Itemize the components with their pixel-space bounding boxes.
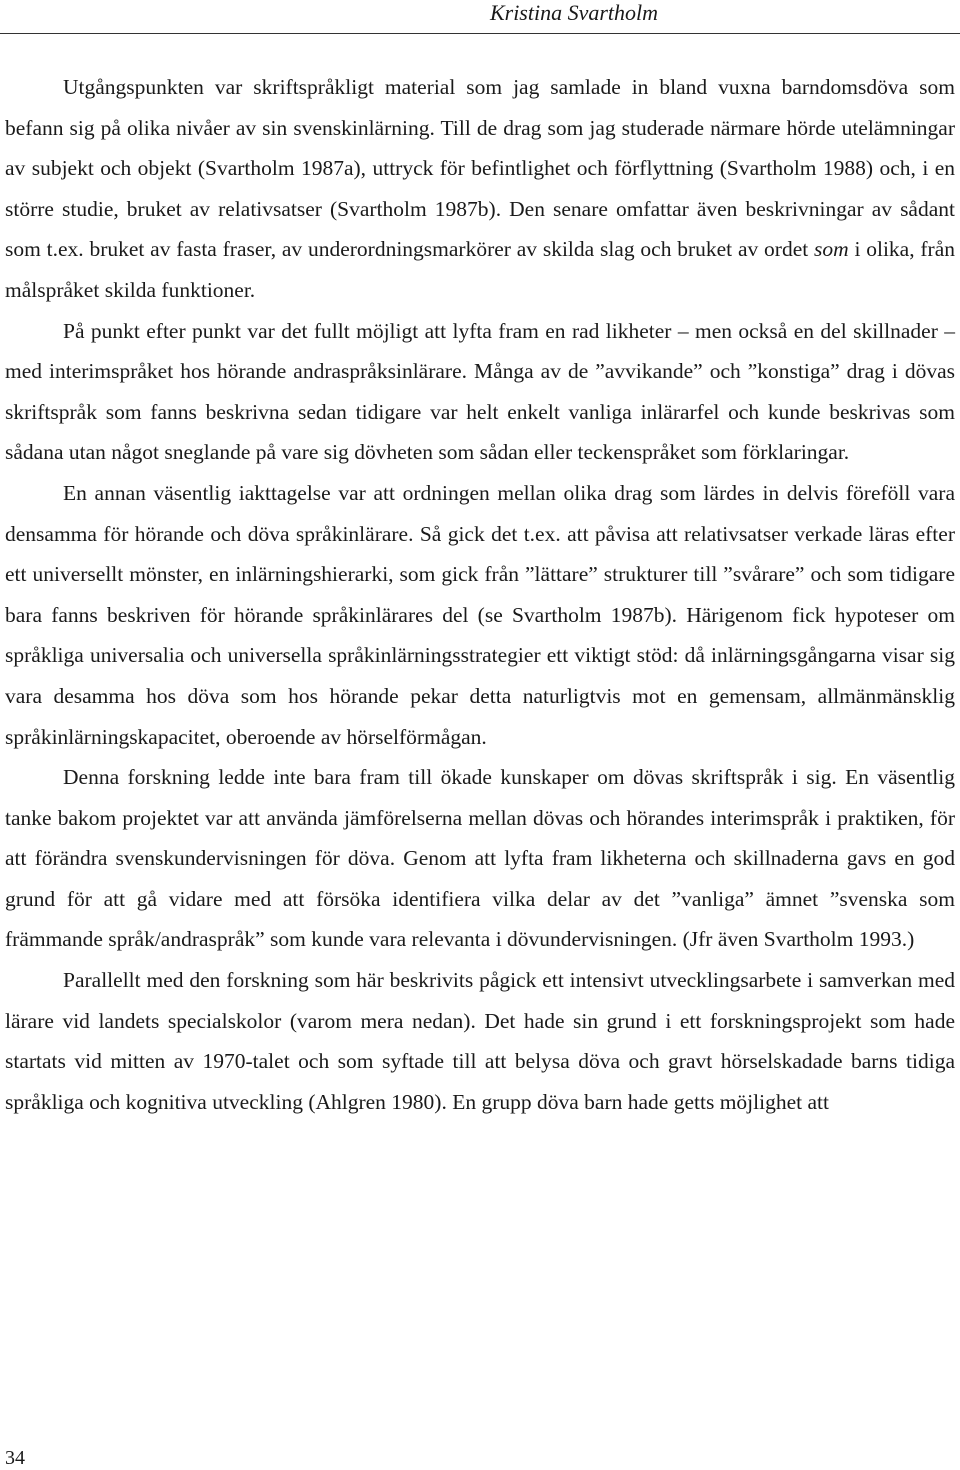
paragraph-4: Denna forskning ledde inte bara fram till ökade kunskaper om dövas skriftspråk i sig. En väsentlig tanke bakom projektet var att använda jämförelserna mellan dövas och hörandes interimspråk i praktiken, för att förändra svenskundervisningen för döva. Genom att lyfta fram likheterna och skillnaderna gavs en god grund för att gå vidare med att försöka identifiera vilka delar av det ”vanliga” ämnet ”svenska som främmande språk/andraspråk” som kunde vara relevanta i dövundervisningen. (Jfr även Svartholm 1993.) bbox=[5, 765, 955, 952]
page-number: 34 bbox=[5, 1447, 25, 1469]
body-text bbox=[5, 67, 955, 1122]
emphasized-word-som: som bbox=[814, 237, 849, 262]
paragraph-5: Parallellt med den forskning som här beskrivits pågick ett intensivt utvecklingsarbete i samverkan med lärare vid landets specialskolor (varom mera nedan). Det hade sin grund i ett forskningsprojekt som hade startats vid mitten av 1970-talet och som syftade till att belysa döva och gravt hörselskadade barns tidiga språkliga och kognitiva utveckling (Ahlgren 1980). En grupp döva barn hade getts möjlighet att bbox=[5, 968, 955, 1114]
paragraph-1-text-start: Utgångspunkten var skriftspråkligt material som jag samlade in bland vuxna barndomsdöva som befann sig på olika nivåer av sin svenskinlärning. Till de drag som jag studerade närmare hörde utelämningar av subjekt och objekt (Svartholm 1987a), uttryck för befintlighet och förflyttning (Svartholm 1988) och, i en större studie, bruket av relativsatser (Svartholm 1987b). Den senare omfattar även beskrivningar av sådant som t.ex. bruket av fasta fraser, av underordningsmarkörer av skilda slag och bruket av ordet bbox=[5, 75, 955, 262]
paragraph-1 bbox=[5, 67, 955, 311]
running-header bbox=[0, 0, 960, 34]
paragraph-3: En annan väsentlig iakttagelse var att ordningen mellan olika drag som lärdes in delvis föreföll vara densamma för hörande och döva språkinlärare. Så gick det t.ex. att påvisa att relativsatser verkade läras efter ett universellt mönster, en inlärningshierarki, som gick från ”lättare” strukturer till ”svårare” och som tidigare bara fanns beskriven för hörande språkinlärares del (se Svartholm 1987b). Härigenom fick hypoteser om språkliga universalia och universella språkinlärningsstrategier ett viktigt stöd: då inlärningsgångarna visar sig vara desamma hos döva som hos hörande pekar detta naturligtvis mot en gemensam, allmänmänsklig språkinlärningskapacitet, oberoende av hörselförmågan. bbox=[5, 480, 955, 749]
paragraph-1-text-end: i olika, från målspråket skilda funktioner. bbox=[5, 237, 956, 302]
running-header-author: Kristina Svartholm bbox=[489, 0, 659, 25]
paragraph-2: På punkt efter punkt var det fullt möjligt att lyfta fram en rad likheter – men också en del skillnader – med interimspråket hos hörande andraspråksinlärare. Många av de ”avvikande” och ”konstiga” drag i dövas skriftspråk som fanns beskrivna sedan tidigare var helt enkelt vanliga inlärarfel och kunde beskrivas som sådana utan något sneglande på vare sig dövheten som sådan eller teckenspråket som förklaringar. bbox=[5, 318, 955, 465]
